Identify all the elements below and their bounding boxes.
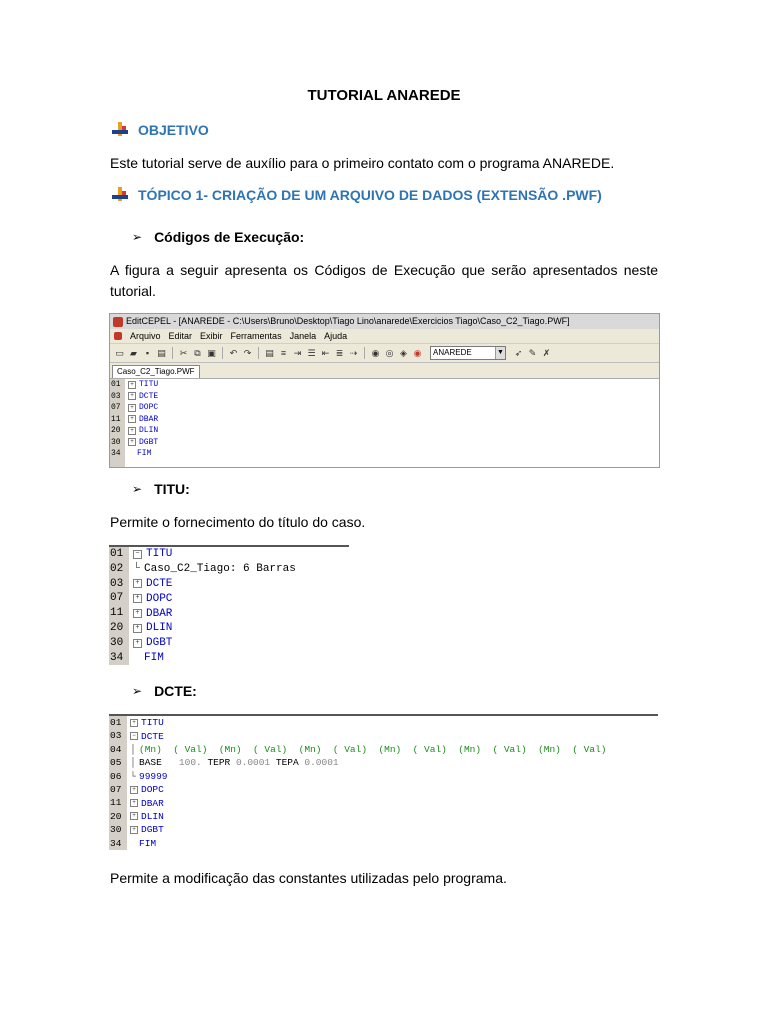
section-heading-objetivo bbox=[110, 122, 209, 138]
document-icon[interactable]: ▤ bbox=[265, 347, 274, 358]
code-line: 30 + DGBT bbox=[111, 437, 159, 447]
code-line: 34 FIM bbox=[110, 837, 157, 849]
editor-screenshot bbox=[109, 313, 660, 468]
chevron-down-icon[interactable]: ▼ bbox=[495, 347, 505, 359]
subheading-text: Códigos de Execução: bbox=[154, 229, 305, 245]
intro-paragraph: Este tutorial serve de auxílio para o primeiro contato com o programa ANAREDE. bbox=[110, 155, 615, 171]
section-heading-text: OBJETIVO bbox=[138, 122, 209, 138]
list-icon[interactable]: ☰ bbox=[307, 347, 316, 358]
subheading-codigos bbox=[132, 229, 304, 245]
expand-icon[interactable]: + bbox=[128, 392, 136, 400]
tool-icon[interactable]: ✎ bbox=[528, 347, 537, 358]
code-line: 20 + DLIN bbox=[111, 426, 159, 436]
indent-icon[interactable]: ⇥ bbox=[293, 347, 302, 358]
code-line: 03 + DCTE bbox=[110, 577, 173, 590]
expand-icon[interactable]: + bbox=[133, 639, 142, 648]
code-line: 07 + DOPC bbox=[110, 783, 164, 796]
doc-icon bbox=[114, 332, 122, 340]
code-line: 30 + DGBT bbox=[110, 636, 173, 650]
code-line: 05 │ BASE 100. TEPR 0.0001 TEPA 0.0001 bbox=[110, 757, 339, 769]
bullet-icon bbox=[110, 122, 132, 138]
expand-icon[interactable]: + bbox=[128, 427, 136, 435]
arrow-bullet-icon: ➢ bbox=[132, 482, 143, 496]
copy-icon[interactable]: ⧉ bbox=[194, 347, 201, 358]
code-line: 07 + DOPC bbox=[110, 592, 173, 605]
window-titlebar bbox=[110, 314, 659, 329]
app-icon bbox=[113, 317, 123, 327]
code-line: 01 + TITU bbox=[111, 380, 159, 390]
menu-exibir[interactable]: Exibir bbox=[200, 331, 223, 341]
cut-icon[interactable]: ✂ bbox=[179, 347, 188, 358]
menu-ajuda[interactable]: Ajuda bbox=[324, 331, 348, 341]
new-file-icon[interactable]: ▭ bbox=[115, 347, 124, 358]
align-icon[interactable]: ≡ bbox=[280, 347, 287, 358]
toolbar-separator bbox=[172, 347, 173, 359]
toolbar bbox=[110, 343, 659, 363]
find-red-icon[interactable]: ◉ bbox=[413, 347, 422, 358]
subheading-titu bbox=[132, 481, 190, 497]
expand-icon[interactable]: + bbox=[133, 624, 142, 633]
section-heading-text: TÓPICO 1- CRIAÇÃO DE UM ARQUIVO DE DADOS (EXTENSÃO .PWF) bbox=[138, 187, 602, 203]
outdent-icon[interactable]: ⇤ bbox=[321, 347, 330, 358]
subheading-dcte bbox=[132, 683, 197, 699]
bullet-icon bbox=[110, 187, 132, 203]
format-icon[interactable]: ≣ bbox=[335, 347, 344, 358]
collapse-icon[interactable]: − bbox=[130, 732, 138, 740]
code-line: 11 + DBAR bbox=[111, 414, 159, 424]
menu-arquivo[interactable]: Arquivo bbox=[130, 331, 161, 341]
expand-icon[interactable]: + bbox=[133, 594, 142, 603]
page-title: TUTORIAL ANAREDE bbox=[307, 87, 461, 104]
find-next-icon[interactable]: ◎ bbox=[385, 347, 394, 358]
code-line: 01 − TITU bbox=[110, 548, 173, 561]
figure-intro-paragraph: A figura a seguir apresenta os Códigos de Execução que serão apresentados neste tutorial. bbox=[110, 262, 658, 299]
code-line: 01 + TITU bbox=[110, 717, 164, 729]
expand-icon[interactable]: + bbox=[133, 609, 142, 618]
dcte-paragraph: Permite a modificação das constantes utilizadas pelo programa. bbox=[110, 870, 507, 886]
code-line: 11 + DBAR bbox=[110, 607, 173, 620]
save-icon[interactable]: ▪ bbox=[145, 347, 150, 358]
run-icon[interactable]: ➶ bbox=[514, 347, 523, 358]
menu-ferramentas[interactable]: Ferramentas bbox=[230, 331, 282, 341]
tree-line-icon: │ bbox=[130, 743, 136, 755]
redo-icon[interactable]: ↷ bbox=[243, 347, 252, 358]
tab-bar bbox=[110, 363, 659, 379]
code-line: 20 + DLIN bbox=[110, 810, 164, 822]
expand-icon[interactable]: + bbox=[128, 381, 136, 389]
undo-icon[interactable]: ↶ bbox=[229, 347, 238, 358]
code-line: 02 └ Caso_C2_Tiago: 6 Barras bbox=[110, 562, 296, 576]
arrow-bullet-icon: ➢ bbox=[132, 230, 143, 244]
link-icon[interactable]: ⇢ bbox=[349, 347, 358, 358]
expand-icon[interactable]: + bbox=[130, 799, 138, 807]
expand-icon[interactable]: + bbox=[128, 404, 136, 412]
window-title: EditCEPEL - [ANAREDE - C:\Users\Bruno\Desktop\Tiago Lino\anarede\Exercicios Tiago\Caso_C2_Tiago.PWF] bbox=[126, 316, 570, 326]
tree-line-icon: │ bbox=[130, 757, 136, 769]
menubar bbox=[110, 329, 659, 343]
toolbar-separator bbox=[258, 347, 259, 359]
code-line: 07 + DOPC bbox=[111, 403, 159, 413]
paste-icon[interactable]: ▣ bbox=[207, 347, 216, 358]
subheading-text: TITU: bbox=[154, 481, 190, 497]
menu-editar[interactable]: Editar bbox=[168, 331, 193, 341]
code-line: 34 FIM bbox=[110, 651, 164, 664]
expand-icon[interactable]: + bbox=[130, 826, 138, 834]
expand-icon[interactable]: + bbox=[133, 579, 142, 588]
code-line: 03 − DCTE bbox=[110, 730, 164, 742]
stop-tool-icon[interactable]: ✗ bbox=[542, 347, 551, 358]
section-heading-topico1 bbox=[110, 187, 602, 203]
code-line: 34 FIM bbox=[111, 449, 152, 459]
toolbar-separator bbox=[364, 347, 365, 359]
expand-icon[interactable]: + bbox=[128, 415, 136, 423]
open-folder-icon[interactable]: ▰ bbox=[130, 347, 137, 358]
expand-icon[interactable]: + bbox=[130, 719, 138, 727]
arrow-bullet-icon: ➢ bbox=[132, 684, 143, 698]
subheading-text: DCTE: bbox=[154, 683, 197, 699]
expand-icon[interactable]: + bbox=[128, 438, 136, 446]
tree-branch-icon: └ bbox=[133, 563, 140, 576]
print-icon[interactable]: ▤ bbox=[157, 347, 166, 358]
dcte-code-view bbox=[109, 714, 658, 854]
file-tab[interactable]: Caso_C2_Tiago.PWF bbox=[112, 365, 200, 378]
titu-code-view bbox=[109, 545, 349, 667]
tree-branch-icon: └ bbox=[130, 770, 136, 782]
titu-paragraph: Permite o fornecimento do título do caso. bbox=[110, 514, 366, 530]
expand-icon[interactable]: + bbox=[130, 786, 138, 794]
find-icon[interactable]: ◉ bbox=[371, 347, 380, 358]
program-select-value: ANAREDE bbox=[433, 348, 472, 357]
code-line-empty bbox=[110, 460, 659, 469]
code-line: 06 └ 99999 bbox=[110, 770, 168, 782]
collapse-icon[interactable]: − bbox=[133, 550, 142, 559]
code-line: 04 │ (Mn) ( Val) (Mn) ( Val) (Mn) ( Val) (Mn) ( Val) (Mn) ( Val) (Mn) ( Val) bbox=[110, 743, 607, 755]
program-select[interactable] bbox=[430, 346, 506, 360]
toolbar-separator bbox=[222, 347, 223, 359]
code-line: 03 + DCTE bbox=[111, 391, 159, 401]
code-line: 20 + DLIN bbox=[110, 621, 173, 635]
code-line: 30 + DGBT bbox=[110, 824, 164, 836]
code-line: 11 + DBAR bbox=[110, 797, 164, 809]
expand-icon[interactable]: + bbox=[130, 812, 138, 820]
replace-icon[interactable]: ◈ bbox=[400, 347, 407, 358]
menu-janela[interactable]: Janela bbox=[289, 331, 317, 341]
code-editor[interactable] bbox=[110, 379, 659, 468]
